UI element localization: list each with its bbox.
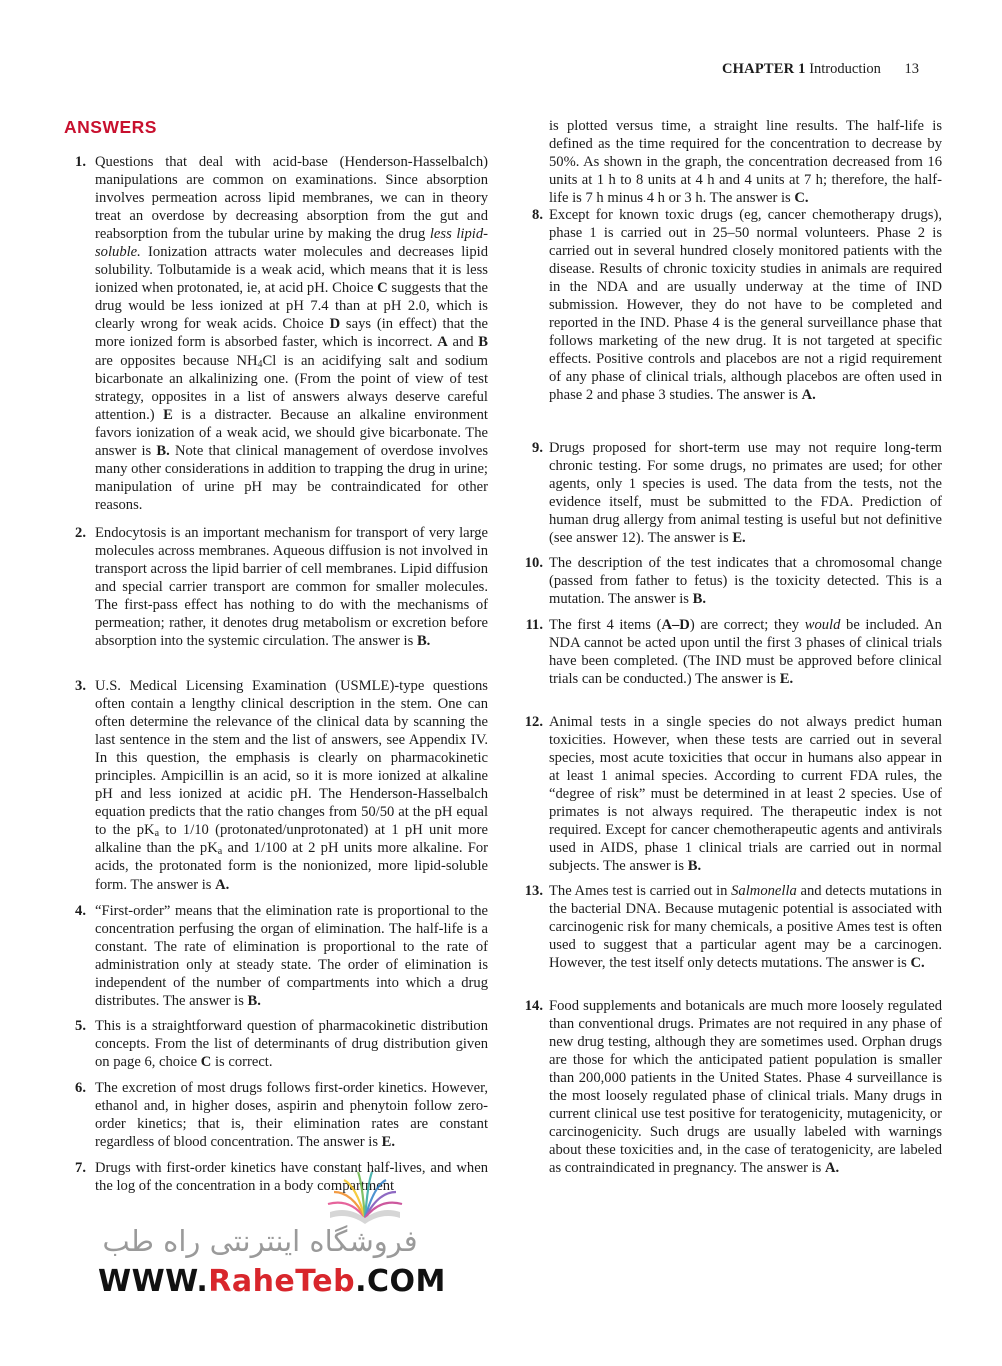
answer-number: 12. [524, 714, 543, 730]
answer-number: 10. [524, 555, 543, 571]
bold-text: B. [416, 633, 431, 650]
bold-text: B. [687, 858, 702, 875]
answer-item [518, 616, 942, 688]
bold-text: A–D [661, 617, 690, 633]
answer-item [63, 153, 488, 514]
text-run: is a distracter. Because an alkaline environment favors ionization of a weak acid, we should give bicarbonate. The answer is [95, 406, 488, 459]
bold-text: D [329, 316, 341, 333]
answer-text [549, 616, 942, 688]
bold-text: E. [381, 1134, 396, 1151]
answer-text [549, 997, 942, 1177]
watermark-url-suffix: .COM [355, 1264, 446, 1299]
watermark-url-prefix: WWW. [98, 1264, 209, 1299]
answer-text [549, 554, 942, 608]
text-run: says (in effect) that the more ionized form is absorbed faster, which is incorrect. [95, 316, 488, 351]
answer-item [63, 677, 488, 894]
answer-text [549, 882, 942, 972]
answer-item [63, 902, 488, 1010]
bold-text: B [478, 334, 489, 351]
text-run: Cl is an acidifying salt and sodium bicarbonate an alkalinizing one. (From the point of view of test strategy, opposites in a list of answers always deserve careful attention.) [95, 352, 488, 423]
answer-text [95, 153, 488, 514]
answer-item [63, 1017, 488, 1071]
answer-item [63, 524, 488, 650]
bold-text: C [200, 1054, 212, 1071]
answer-number: 5. [75, 1018, 86, 1034]
answer-text [95, 677, 488, 894]
chapter-label: CHAPTER 1 [722, 61, 806, 77]
watermark-url-brand: RaheTeb [208, 1264, 356, 1299]
text-run: is correct. [211, 1054, 273, 1071]
answer-number: 7. [75, 1160, 86, 1176]
text-run: is plotted versus time, a straight line results. The half-life is defined as the time required for the concentration to decrease by 50%. As shown in the graph, the concentration decreased from 16 units at 1 h to 8 units at 4 h and 4 units at 7 h; therefore, the half-life is 7 h minus 4 h or 3 h. The answer is [549, 118, 942, 207]
bold-text: B. [156, 442, 170, 459]
answer-item-continued [518, 117, 942, 207]
bold-text: E. [779, 671, 794, 688]
bold-text: A. [824, 1160, 840, 1177]
answer-text [549, 206, 942, 405]
answer-text [95, 1017, 488, 1071]
text-run: The description of the test indicates that a chromosomal change (passed from father to fetus) is the toxicity detected. This is a mutation. The answer is [549, 555, 942, 608]
running-head [722, 61, 919, 78]
bold-text: C. [910, 955, 925, 972]
subscript-text: a [217, 846, 223, 858]
answer-item [518, 882, 942, 972]
answer-text [95, 1079, 488, 1151]
italic-text: would [804, 617, 841, 633]
text-run: Note that clinical management of overdose involves many other considerations in addition to trapping the drug in urine; manipulation of urine pH may be contraindicated for other reasons. [95, 442, 488, 513]
bold-text: A [437, 334, 448, 351]
answer-text [549, 439, 942, 547]
text-run: Questions that deal with acid-base (Henderson-Hasselbalch) manipulations are common on examinations. Since absorption involves permeation across lipid membranes, we can in theory treat an overdose by decreasing absorption from the gut and reabsorption from the tubular urine by making the drug [95, 154, 488, 243]
text-run: Drugs proposed for short-term use may not require long-term chronic testing. For some drugs, no primates are used; for other agents, only 1 species is used. The data from the tests, not the evidence itself, must be submitted to the FDA. Prediction of human drug allergy from animal testing is useful but not definitive (see answer 12). The answer is [549, 440, 942, 547]
answer-text [95, 902, 488, 1010]
answer-item [63, 1079, 488, 1151]
answer-item [518, 206, 942, 405]
answer-text [95, 524, 488, 650]
answer-number: 6. [75, 1080, 86, 1096]
answer-number: 9. [532, 440, 543, 456]
text-run: Ionization attracts water molecules and decreases lipid solubility. Tolbutamide is a weak acid, which means that it is less ionized when protonated, ie, at acid pH. Choice [95, 244, 488, 297]
text-run: and [447, 334, 479, 351]
text-run: are opposites because NH [95, 352, 258, 369]
bold-text: E [163, 406, 173, 423]
subscript-text: 4 [257, 358, 263, 370]
answer-item [63, 1159, 488, 1195]
text-run: to 1/10 (protonated/unprotonated) at 1 pH unit more alkaline than the pK [95, 822, 488, 857]
text-run: Food supplements and botanicals are much more loosely regulated than conventional drugs. Primates are not required in any phase of new drug testing, although they are sometimes used. Orphan drugs are those for which the anticipated patient population is smaller than 200,000 patients in the United States. Phase 4 surveillance is the most loosely regulated phase of clinical trials. Many drugs in current clinical use test positive for teratogenicity, mutagenicity, or carcinogenicity. Such drugs are usually labeled with warnings about these toxicities and, in the case of teratogenicity, are labeled as contraindicated in pregnancy. The answer is [549, 998, 942, 1177]
answer-text [549, 117, 942, 207]
answer-number: 11. [525, 617, 543, 633]
chapter-title: Introduction [809, 61, 881, 77]
bold-text: E. [732, 530, 746, 547]
answer-number: 14. [524, 998, 543, 1014]
bold-text: B. [247, 993, 261, 1010]
bold-text: A. [215, 876, 230, 893]
text-run: The Ames test is carried out in [549, 883, 732, 899]
bold-text: A. [801, 387, 816, 404]
text-run: Drugs with first-order kinetics have constant half-lives, and when the log of the concentration in a body compartment [95, 1160, 488, 1195]
text-run: ) are correct; they [689, 617, 805, 633]
answer-item [518, 439, 942, 547]
watermark-url [98, 1264, 446, 1299]
text-run: Endocytosis is an important mechanism for transport of very large molecules across membranes. Aqueous diffusion is not involved in transport across the lipid barrier of cell membranes. Lipid diffusion and special carrier transport are common for smaller molecules. The first-pass effect has nothing to do with the mechanisms of permeation; rather, it denotes drug metabolism or excretion before absorption into the systemic circulation. The answer is [95, 525, 488, 650]
answer-item [518, 713, 942, 875]
bold-text: C. [794, 190, 809, 207]
text-run: suggests that the drug would be less ionized at pH 7.4 than at pH 2.0, which is clearly wrong for weak acids. Choice [95, 280, 488, 333]
subscript-text: a [154, 828, 160, 840]
bold-text: C [377, 280, 388, 297]
answer-number: 3. [75, 678, 86, 694]
answer-item [518, 554, 942, 608]
text-run: and detects mutations in the bacterial DNA. Because mutagenic potential is associated with carcinogenic risk for many chemicals, a positive Ames test is often used to suggest that a particular agent may be a carcinogen. However, the test itself only detects mutations. The answer is [549, 883, 942, 972]
answer-text [549, 713, 942, 875]
answer-number: 1. [75, 154, 86, 170]
text-run: Animal tests in a single species do not always predict human toxicities. However, when these tests are carried out in several species, most acute toxicities that occur in humans also appear in at least 1 animal species. According to current FDA rules, the “degree of risk” must be determined in at least 2 species. Use of primates is not always required. The therapeutic index is not required. Except for cancer chemotherapeutic agents and antivirals used in AIDS, phase 1 clinical trials are carried out in normal subjects. The answer is [549, 714, 942, 875]
text-run: Except for known toxic drugs (eg, cancer chemotherapy drugs), phase 1 is carried out in 25–50 normal volunteers. Phase 2 is carried out in several hundred closely monitored patients with the disease. Results of chronic toxicity studies in animals are required in the NDA and are usually underway at the time of IND submission. However, they do not have to be completed and reported in the IND. Phase 4 is the general surveillance phase that follows marketing of the new drug. It is not targeted at specific effects. Positive controls and placebos are not a rigid requirement of any phase of clinical trials, although placebos are often used in phase 2 and phase 3 studies. The answer is [549, 207, 942, 404]
page-number: 13 [904, 61, 920, 77]
section-title: ANSWERS [64, 117, 157, 137]
text-run: be included. An NDA cannot be acted upon until the first 3 phases of clinical trials have been completed. (The IND must be approved before clinical trials can be conducted.) The answer is [549, 617, 942, 688]
text-run: and 1/100 at 2 pH units more alkaline. For acids, the protonated form is the nonionized, more lipid-soluble form. The answer is [95, 840, 488, 893]
watermark-persian-text: فروشگاه اینترنتی راه طب [102, 1224, 418, 1258]
italic-text: less lipid-soluble. [95, 226, 488, 261]
text-run: The first 4 items ( [549, 617, 662, 633]
answer-item [518, 997, 942, 1177]
text-run: This is a straightforward question of pharmacokinetic distribution concepts. From the list of determinants of drug distribution given on page 6, choice [95, 1018, 488, 1071]
answer-number: 4. [75, 903, 86, 919]
text-run: The excretion of most drugs follows first-order kinetics. However, ethanol and, in higher doses, aspirin and phenytoin follow zero-order kinetics; that is, their elimination rates are constant regardless of blood concentration. The answer is [95, 1080, 488, 1151]
text-run: U.S. Medical Licensing Examination (USMLE)-type questions often contain a lengthy clinical description in the stem. One can often determine the relevance of the clinical data by scanning the last sentence in the stem and the list of answers, see Appendix IV. In this question, the emphasis is clearly on pharmacokinetic principles. Ampicillin is an acid, so it is more ionized at alkaline pH and less ionized at acidic pH. The Henderson-Hasselbalch equation predicts that the ratio changes from 50/50 at the pH equal to the pK [95, 678, 488, 839]
answer-number: 2. [75, 525, 86, 541]
answer-number: 8. [532, 207, 543, 223]
bold-text: B. [692, 591, 707, 608]
answer-text [95, 1159, 488, 1195]
book-logo-icon [310, 1168, 420, 1230]
text-run: “First-order” means that the elimination rate is proportional to the concentration perfusing the organ of elimination. The half-life is a constant. The rate of elimination is proportional to the rate of administration only at steady state. The order of elimination is independent of the number of compartments into which a drug distributes. The answer is [95, 903, 488, 1010]
answer-number: 13. [524, 883, 543, 899]
italic-text: Salmonella [731, 883, 797, 899]
